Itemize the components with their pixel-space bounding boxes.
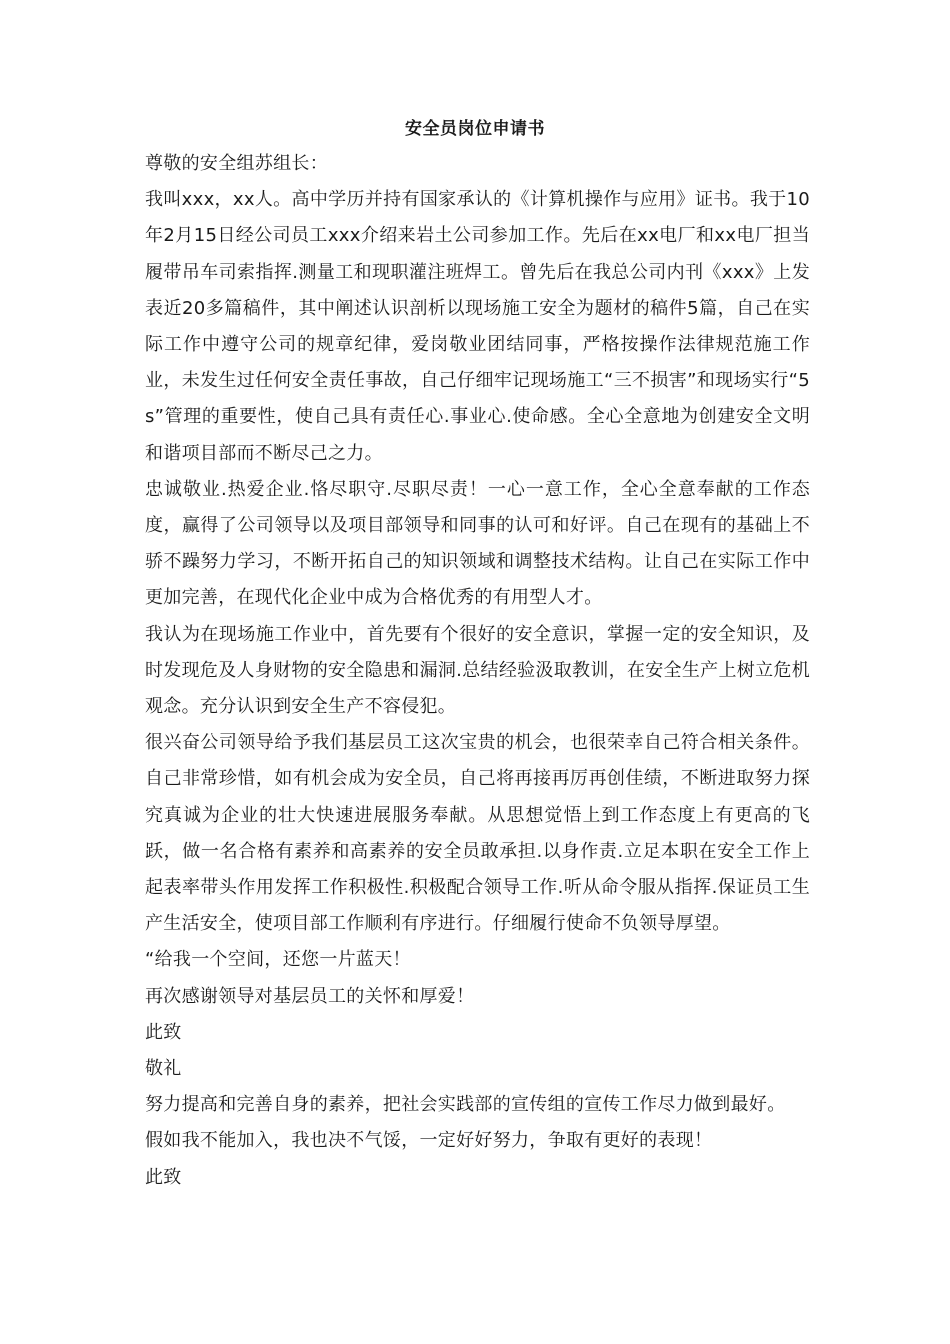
paragraph-thanks: 再次感谢领导对基层员工的关怀和厚爱！ bbox=[145, 985, 475, 1007]
paragraph-resolve: 假如我不能加入，我也决不气馁，一定好好努力，争取有更好的表现！ bbox=[145, 1130, 713, 1152]
closing-cizhi: 此致 bbox=[145, 1021, 182, 1043]
paragraph-introduction: 我叫xxx，xx人。高中学历并持有国家承认的《计算机操作与应用》证书。我于10年2月15日经公司员工xxx介绍来岩土公司参加工作。先后在xx电厂和xx电厂担当履带吊车司索指挥.测量工和现职灌注班焊工。曾先后在我总公司内刊《xxx》上发表近20多篇稿件，其中阐述认识剖析以现场施工安全为题材的稿件5篇，自己在实际工作中遵守公司的规章纪律，爱岗敬业团结同事，严格按操作法律规范施工作业，未发生过任何安全责任事故，自己仔细牢记现场施工“三不损害”和现场实行“5s”管理的重要性，使自己具有责任心.事业心.使命感。全心全意地为创建安全文明和谐项目部而不断尽己之力。 bbox=[145, 189, 810, 464]
closing-jingli: 敬礼 bbox=[145, 1058, 182, 1080]
closing-cizhi-final: 此致 bbox=[145, 1166, 182, 1188]
paragraph-safety-awareness: 我认为在现场施工作业中，首先要有个很好的安全意识，掌握一定的安全知识，及时发现危及人身财物的安全隐患和漏洞.总结经验汲取教训，在安全生产上树立危机观念。充分认识到安全生产不容侵犯。 bbox=[145, 623, 810, 718]
paragraph-improvement: 努力提高和完善自身的素养，把社会实践部的宣传组的宣传工作尽力做到最好。 bbox=[145, 1094, 786, 1116]
document-title: 安全员岗位申请书 bbox=[405, 119, 545, 139]
paragraph-gratitude: 很兴奋公司领导给予我们基层员工这次宝贵的机会，也很荣幸自己符合相关条件。自己非常珍惜，如有机会成为安全员，自己将再接再厉再创佳绩，不断进取努力探究真诚为企业的壮大快速进展服务奉献。从思想觉悟上到工作态度上有更高的飞跃，做一名合格有素养和高素养的安全员敢承担.以身作责.立足本职在安全工作上起表率带头作用发挥工作积极性.积极配合领导工作.听从命令服从指挥.保证员工生产生活安全，使项目部工作顺利有序进行。仔细履行使命不负领导厚望。 bbox=[145, 732, 810, 935]
document-body bbox=[145, 146, 810, 1196]
paragraph-slogan: “给我一个空间，还您一片蓝天！ bbox=[145, 949, 411, 971]
paragraph-dedication: 忠诚敬业.热爱企业.恪尽职守.尽职尽责！一心一意工作，全心全意奉献的工作态度，赢得了公司领导以及项目部领导和同事的认可和好评。自己在现有的基础上不骄不躁努力学习，不断开拓自己的知识领域和调整技术结构。让自己在实际工作中更加完善，在现代化企业中成为合格优秀的有用型人才。 bbox=[145, 478, 810, 609]
salutation: 尊敬的安全组苏组长： bbox=[145, 153, 328, 174]
